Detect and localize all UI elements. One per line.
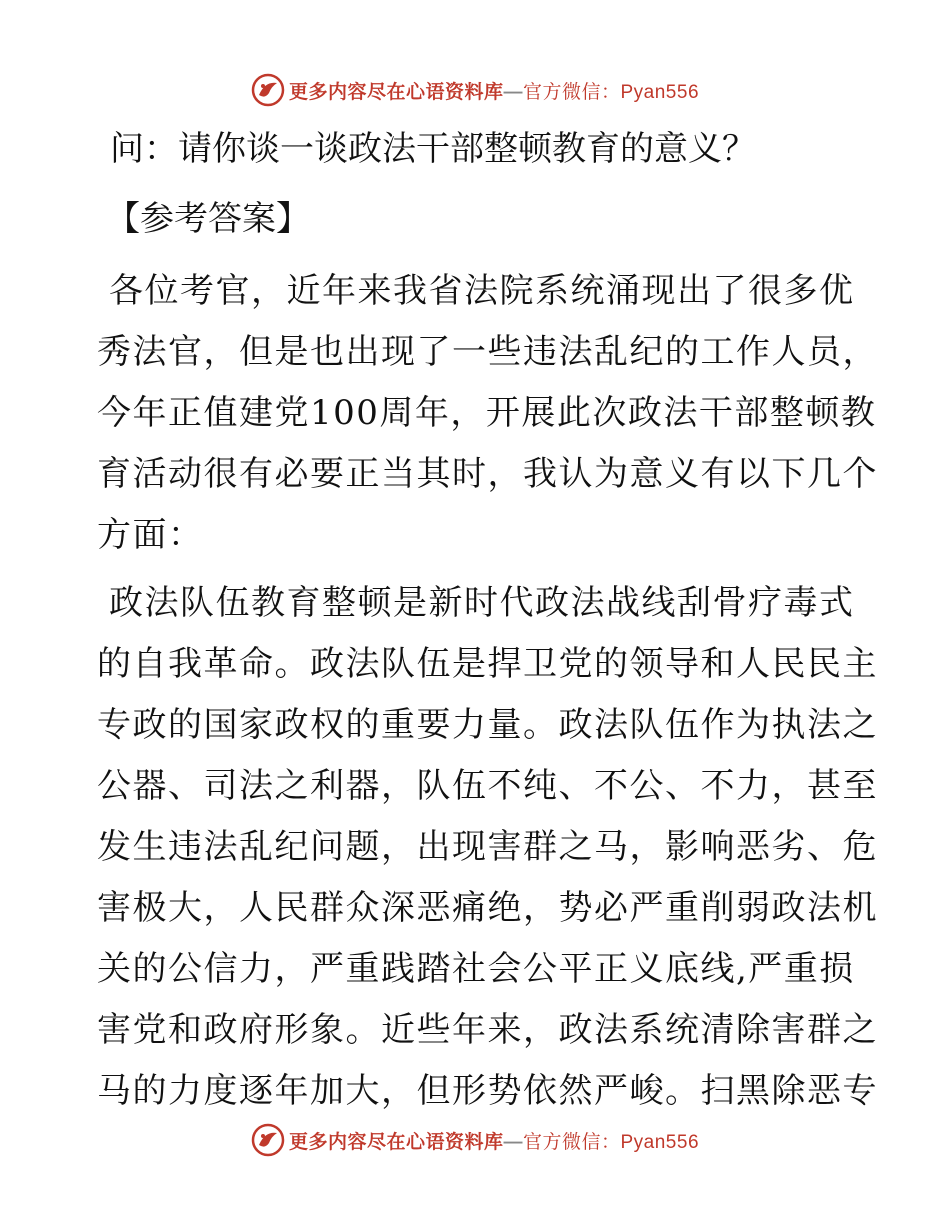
answer-label: 【参考答案】 [106,199,310,239]
paragraph-line: 马的力度逐年加大，但形势依然严峻。扫黑除恶专 [97,1071,878,1111]
question-heading: 问：请你谈一谈政法干部整顿教育的意义？ [110,129,756,169]
paragraph-line: 方面： [97,515,204,555]
banner-wechat-id: Pyan556 [620,1131,700,1153]
banner-wechat-label: 官方微信： [522,1131,621,1153]
red-scroll-logo-icon [251,73,285,107]
paragraph-line: 政法队伍教育整顿是新时代政法战线刮骨疗毒式 [109,583,855,623]
paragraph-line: 各位考官，近年来我省法院系统涌现出了很多优 [109,271,855,311]
banner-main-text: 更多内容尽在心语资料库 [288,81,504,103]
banner-wechat-label: 官方微信： [522,81,621,103]
paragraph-line: 公器、司法之利器，队伍不纯、不公、不力，甚至 [97,766,878,806]
paragraph-line: 害党和政府形象。近些年来，政法系统清除害群之 [97,1010,878,1050]
paragraph-line: 关的公信力，严重践踏社会公平正义底线,严重损 [97,949,855,989]
footer-watermark-banner [0,1120,950,1160]
banner-dash: — [503,81,523,103]
banner-main-text: 更多内容尽在心语资料库 [288,1131,504,1153]
paragraph-line: 育活动很有必要正当其时，我认为意义有以下几个 [97,454,878,494]
red-scroll-logo-icon [251,1123,285,1157]
paragraph-2 [97,580,878,1129]
paragraph-line: 今年正值建党100周年，开展此次政法干部整顿教 [97,393,877,433]
paragraph-line: 秀法官，但是也出现了一些违法乱纪的工作人员， [97,332,878,372]
paragraph-line: 发生违法乱纪问题，出现害群之马，影响恶劣、危 [97,827,878,867]
banner-dash: — [503,1131,523,1153]
paragraph-line: 专政的国家政权的重要力量。政法队伍作为执法之 [97,705,878,745]
paragraph-1 [97,268,878,573]
header-watermark-banner [0,70,950,110]
banner-wechat-id: Pyan556 [620,81,700,103]
paragraph-line: 害极大，人民群众深恶痛绝，势必严重削弱政法机 [97,888,878,928]
paragraph-line: 的自我革命。政法队伍是捍卫党的领导和人民民主 [97,644,878,684]
